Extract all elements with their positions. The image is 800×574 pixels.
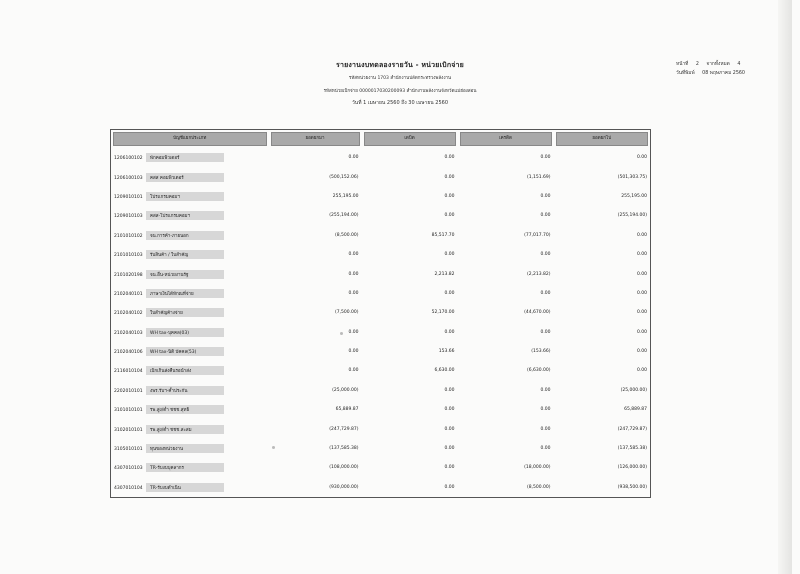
opening-balance-cell: 65,889.87 <box>335 407 359 413</box>
closing-balance-cell: (137,585.38) <box>617 446 647 452</box>
account-cell <box>111 478 269 498</box>
opening-balance-cell: (108,000.00) <box>329 465 359 471</box>
trial-balance-table <box>110 129 651 498</box>
credit-cell: 0.00 <box>540 387 551 393</box>
table-body <box>111 148 651 498</box>
account-name: คสส คอมพิวเตอร์ <box>146 173 224 182</box>
account-cell <box>111 303 269 322</box>
closing-balance-cell: 255,195.00 <box>621 193 647 199</box>
account-code: 2102040101 <box>114 291 143 297</box>
account-name: รพ.สูง/ต่ำ ชชช.สุทธิ <box>146 405 224 414</box>
debit-cell: 0.00 <box>444 329 455 335</box>
account-code: 4307010103 <box>114 466 143 472</box>
credit-cell: 0.00 <box>540 329 551 335</box>
account-name: จน.อื่น-หน่วยงานรัฐ <box>146 270 224 279</box>
opening-balance-cell: 0.00 <box>348 368 359 374</box>
disbursement-unit-line: รหัสหน่วยเบิกจ่าย 0000017030200093 สำนักงานพลังงานจังหวัดแม่ฮ่องสอน <box>323 89 477 94</box>
closing-balance-cell: 0.00 <box>636 232 647 238</box>
column-header-credit: เครดิต <box>458 130 554 149</box>
department-code-line: รหัสหน่วยงาน 1703 สำนักงานปลัดกระทรวงพลังงาน <box>348 76 452 81</box>
credit-cell: (18,000.00) <box>524 465 551 471</box>
debit-cell: 0.00 <box>444 155 455 161</box>
opening-balance-cell: (500,152.06) <box>329 174 359 180</box>
account-cell <box>111 187 269 206</box>
account-code: 2101010102 <box>114 233 143 239</box>
account-code: 2102040103 <box>114 330 143 336</box>
column-header-account: บัญชีแยกประเภท <box>111 130 269 149</box>
opening-balance-cell: 0.00 <box>348 252 359 258</box>
table-row <box>111 187 651 206</box>
table-row <box>111 478 651 498</box>
closing-balance-cell: 0.00 <box>636 368 647 374</box>
closing-balance-cell: (247,729.87) <box>617 426 647 432</box>
table-row <box>111 245 651 264</box>
account-name: รับสินค้า / ใบสำคัญ <box>146 250 224 259</box>
scan-speck <box>272 446 275 449</box>
account-name: ใบสำคัญค้างจ่าย <box>146 308 224 317</box>
credit-cell: 0.00 <box>540 193 551 199</box>
account-code: 2101020198 <box>114 272 143 278</box>
print-date-label: วันที่พิมพ์ <box>676 71 695 76</box>
opening-balance-cell: (247,729.87) <box>329 426 359 432</box>
credit-cell: 0.00 <box>540 407 551 413</box>
account-code: 3101010101 <box>114 408 143 414</box>
credit-cell: 0.00 <box>540 290 551 296</box>
account-cell <box>111 439 269 458</box>
closing-balance-cell: 0.00 <box>636 155 647 161</box>
account-cell <box>111 400 269 419</box>
account-name: รพ.สูง/ต่ำ ชชช.สะสม <box>146 425 224 434</box>
debit-cell: 0.00 <box>444 213 455 219</box>
table-row <box>111 226 651 245</box>
debit-cell: 0.00 <box>444 290 455 296</box>
account-code: 3105010101 <box>114 447 143 453</box>
credit-cell: (77,017.70) <box>524 232 551 238</box>
account-name: พักคอมพิวเตอร์ <box>146 153 224 162</box>
column-header-closing: ยอดยกไป <box>554 130 651 149</box>
page-info <box>676 60 745 78</box>
table-row <box>111 400 651 419</box>
credit-cell: 0.00 <box>540 446 551 452</box>
account-code: 1209010101 <box>114 194 143 200</box>
debit-cell: 6,630.00 <box>434 368 455 374</box>
table-header-row <box>111 130 651 149</box>
opening-balance-cell: 0.00 <box>348 290 359 296</box>
print-date: 08 พฤษภาคม 2560 <box>702 71 745 76</box>
report-header <box>290 60 510 107</box>
debit-cell: 0.00 <box>444 407 455 413</box>
account-name: TR-รับงบดำเนิน <box>146 483 224 492</box>
table-row <box>111 264 651 283</box>
table-row <box>111 284 651 303</box>
closing-balance-cell: (255,194.00) <box>617 213 647 219</box>
account-name: จน.การค้า-ภายนอก <box>146 231 224 240</box>
credit-cell: (153.66) <box>531 349 551 355</box>
account-cell <box>111 342 269 361</box>
column-header-opening: ยอดยกมา <box>269 130 362 149</box>
account-cell <box>111 323 269 342</box>
closing-balance-cell: (25,000.00) <box>620 387 647 393</box>
debit-cell: 0.00 <box>444 193 455 199</box>
account-name: WH tax-นิติ บัคคล(53) <box>146 347 224 356</box>
debit-cell: 2,213.82 <box>434 271 455 277</box>
account-cell <box>111 206 269 225</box>
account-cell <box>111 381 269 400</box>
account-code: 2101010103 <box>114 253 143 259</box>
account-cell <box>111 264 269 283</box>
table-row <box>111 167 651 186</box>
credit-cell: (2,213.82) <box>526 271 551 277</box>
closing-balance-cell: (938,500.00) <box>617 484 647 490</box>
debit-cell: 0.00 <box>444 387 455 393</box>
account-name: WH tax-บุคคล(03) <box>146 328 224 337</box>
account-code: 3102010101 <box>114 427 143 433</box>
account-code: 2102040106 <box>114 350 143 356</box>
closing-balance-cell: 65,889.87 <box>624 407 647 413</box>
account-name: โปรแกรมคอมฯ <box>146 192 224 201</box>
page-number-row <box>676 60 745 69</box>
table-row <box>111 361 651 380</box>
scan-edge-shadow <box>778 0 792 574</box>
closing-balance-cell: 0.00 <box>636 310 647 316</box>
account-cell <box>111 458 269 477</box>
account-cell <box>111 361 269 380</box>
table-row <box>111 439 651 458</box>
debit-cell: 0.00 <box>444 252 455 258</box>
closing-balance-cell: 0.00 <box>636 329 647 335</box>
account-cell <box>111 148 269 167</box>
credit-cell: 0.00 <box>540 155 551 161</box>
account-name: TR-รับงบบุคลากร <box>146 463 224 472</box>
period-line: วันที่ 1 เมษายน 2560 ถึง 30 เมษายน 2560 <box>351 100 449 106</box>
account-cell <box>111 245 269 264</box>
print-date-row <box>676 69 745 78</box>
column-header-debit: เดบิต <box>362 130 458 149</box>
report-title: รายงานงบทดลองรายวัน - หน่วยเบิกจ่าย <box>336 61 464 69</box>
closing-balance-cell: 0.00 <box>636 271 647 277</box>
debit-cell: 85,517.70 <box>431 232 455 238</box>
account-code: 4307010104 <box>114 485 143 491</box>
opening-balance-cell: 255,195.00 <box>332 193 359 199</box>
opening-balance-cell: (25,000.00) <box>332 387 359 393</box>
account-name: คสส-โปรแกรมคอมฯ <box>146 211 224 220</box>
credit-cell: (44,670.00) <box>524 310 551 316</box>
closing-balance-cell: 0.00 <box>636 252 647 258</box>
opening-balance-cell: 0.00 <box>348 329 359 335</box>
opening-balance-cell: (930,000.00) <box>329 484 359 490</box>
account-name: เบิกเกินส่งคืนรอนำส่ง <box>146 366 224 375</box>
account-cell <box>111 226 269 245</box>
debit-cell: 0.00 <box>444 426 455 432</box>
credit-cell: (6,630.00) <box>526 368 551 374</box>
debit-cell: 52,170.00 <box>431 310 455 316</box>
debit-cell: 0.00 <box>444 465 455 471</box>
account-name: งพร.รับฯ-ค้ำประกัน <box>146 386 224 395</box>
account-code: 1206100102 <box>114 156 143 162</box>
table-row <box>111 323 651 342</box>
page-number: 2 <box>695 62 699 67</box>
closing-balance-cell: 0.00 <box>636 290 647 296</box>
opening-balance-cell: (255,194.00) <box>329 213 359 219</box>
credit-cell: 0.00 <box>540 213 551 219</box>
table-row <box>111 206 651 225</box>
table-row <box>111 148 651 167</box>
account-name: ภาษาเงินได้หักณที่จ่าย <box>146 289 224 298</box>
table-row <box>111 342 651 361</box>
account-code: 2202010101 <box>114 388 143 394</box>
account-code: 2102040102 <box>114 311 143 317</box>
credit-cell: (1,151.69) <box>526 174 551 180</box>
opening-balance-cell: (8,500.00) <box>334 232 359 238</box>
opening-balance-cell: 0.00 <box>348 155 359 161</box>
opening-balance-cell: (137,585.38) <box>329 446 359 452</box>
account-code: 1209010103 <box>114 214 143 220</box>
debit-cell: 0.00 <box>444 484 455 490</box>
closing-balance-cell: (501,303.75) <box>617 174 647 180</box>
closing-balance-cell: (126,000.00) <box>617 465 647 471</box>
table-row <box>111 419 651 438</box>
opening-balance-cell: 0.00 <box>348 349 359 355</box>
debit-cell: 153.66 <box>438 349 455 355</box>
table-row <box>111 381 651 400</box>
credit-cell: 0.00 <box>540 426 551 432</box>
account-cell <box>111 167 269 186</box>
debit-cell: 0.00 <box>444 174 455 180</box>
credit-cell: (8,500.00) <box>526 484 551 490</box>
opening-balance-cell: 0.00 <box>348 271 359 277</box>
table-row <box>111 458 651 477</box>
opening-balance-cell: (7,500.00) <box>334 310 359 316</box>
credit-cell: 0.00 <box>540 252 551 258</box>
account-cell <box>111 284 269 303</box>
table-row <box>111 303 651 322</box>
closing-balance-cell: 0.00 <box>636 349 647 355</box>
total-pages: 4 <box>737 62 741 67</box>
debit-cell: 0.00 <box>444 446 455 452</box>
total-pages-label: จากทั้งหมด <box>706 62 730 67</box>
scan-speck <box>340 332 343 335</box>
account-code: 1206100103 <box>114 175 143 181</box>
account-code: 2116010104 <box>114 369 143 375</box>
account-cell <box>111 419 269 438</box>
account-name: ทุนของหน่วยงาน <box>146 444 224 453</box>
page-label: หน้าที่ <box>676 62 689 67</box>
